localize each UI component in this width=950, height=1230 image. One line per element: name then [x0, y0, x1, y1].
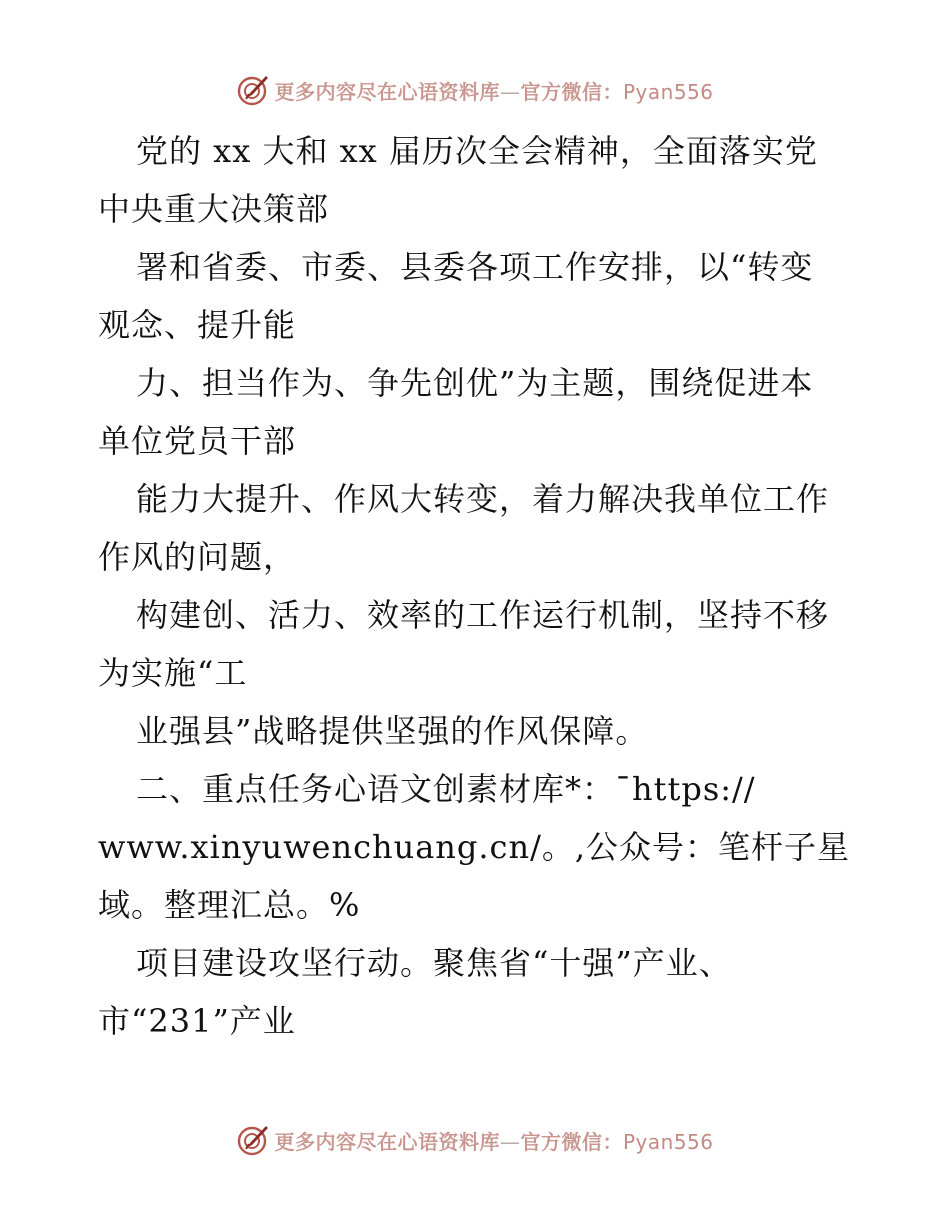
- body-text-line: 业强县”战略提供坚强的作风保障。: [136, 712, 649, 750]
- body-text-line: 党的 xx 大和 xx 届历次全会精神，全面落实党: [136, 132, 818, 170]
- body-text-line: 作风的问题，: [98, 538, 297, 576]
- body-text-line: 为实施“工: [98, 654, 248, 692]
- body-text-line: 单位党员干部: [98, 422, 297, 460]
- footer-banner: [0, 1120, 950, 1160]
- footer-contact-label: 官方微信：: [520, 1129, 623, 1154]
- header-contact-handle: Pyan556: [622, 79, 714, 104]
- body-text-line: www.xinyuwenchuang.cn/。,公众号：笔杆子星: [98, 828, 851, 866]
- header-banner: [0, 70, 950, 110]
- body-text-line: 能力大提升、作风大转变，着力解决我单位工作: [136, 480, 830, 518]
- body-text-line: 域。整理汇总。%: [98, 886, 361, 924]
- footer-contact-handle: Pyan556: [622, 1129, 714, 1154]
- body-text-line: 项目建设攻坚行动。聚焦省“十强”产业、: [136, 944, 732, 982]
- body-text-line: 构建创、活力、效率的工作运行机制，坚持不移: [136, 596, 830, 634]
- header-contact-label: 官方微信：: [520, 79, 623, 104]
- header-separator: —: [499, 79, 521, 104]
- body-text-line: 署和省委、市委、县委各项工作安排，以“转变: [136, 248, 814, 286]
- body-text-line: 二、重点任务心语文创素材库*：¯https://: [136, 770, 756, 808]
- body-text-line: 力、担当作为、争先创优”为主题，围绕促进本: [136, 364, 814, 402]
- body-text-line: 中央重大决策部: [98, 190, 330, 228]
- footer-banner-text: 更多内容尽在心语资料库: [274, 1129, 500, 1154]
- quill-logo-icon: [236, 73, 270, 107]
- document-body: [98, 122, 868, 1050]
- quill-logo-icon: [236, 1123, 270, 1157]
- body-text-line: 观念、提升能: [98, 306, 297, 344]
- footer-separator: —: [499, 1129, 521, 1154]
- header-banner-text: 更多内容尽在心语资料库: [274, 79, 500, 104]
- body-text-line: 市“231”产业: [98, 1002, 296, 1040]
